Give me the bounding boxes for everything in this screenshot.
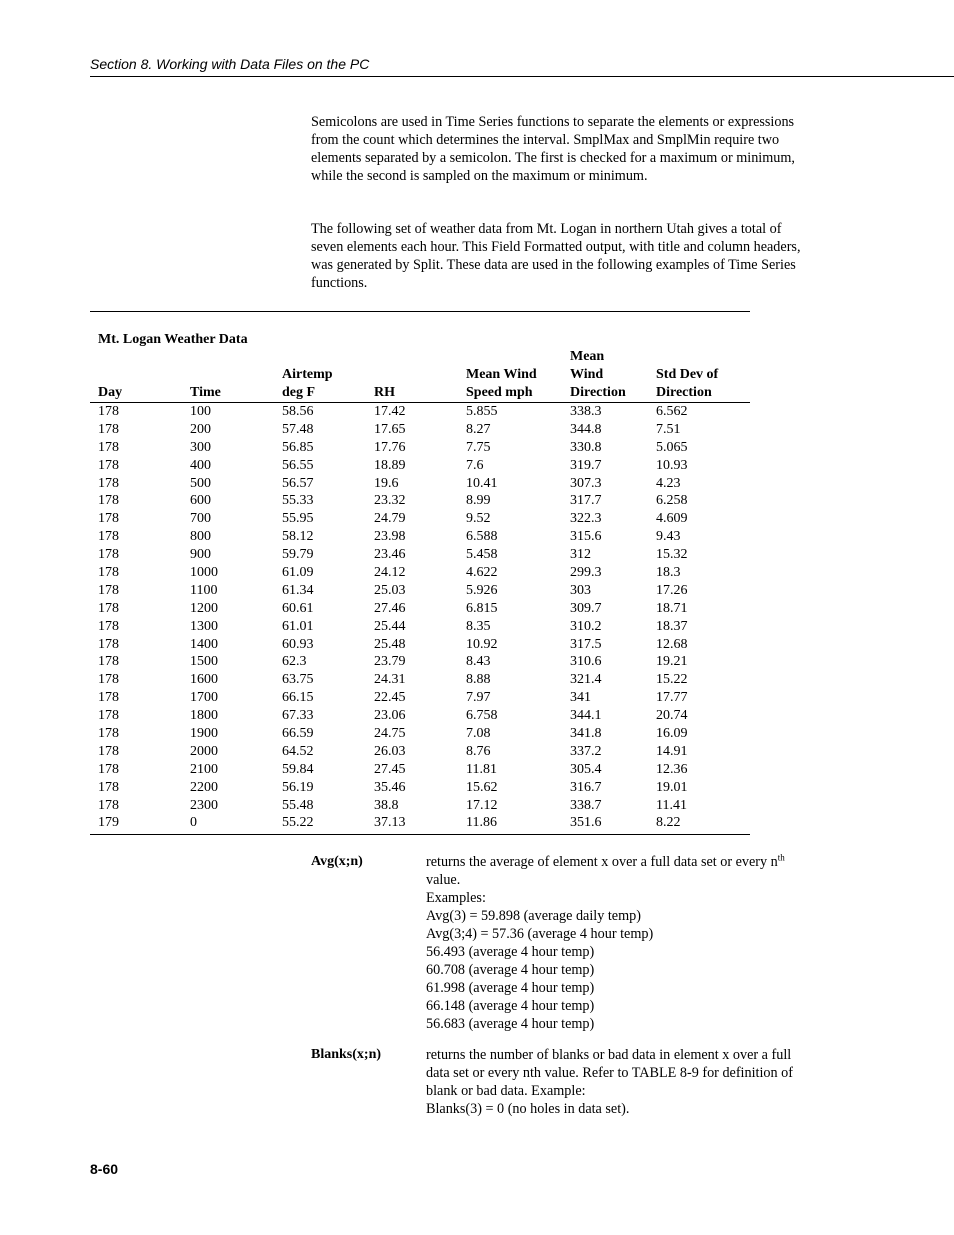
table-cell: 61.09	[282, 565, 314, 581]
table-cell: 600	[190, 493, 211, 509]
column-header-wind-direction: Mean Wind Direction	[570, 349, 626, 400]
table-row	[0, 653, 954, 671]
table-cell: 17.42	[374, 404, 406, 419]
table-cell: 178	[98, 779, 119, 795]
table-cell: 66.15	[282, 690, 314, 706]
table-cell: 2000	[190, 743, 218, 759]
table-row	[0, 492, 954, 510]
table-cell: 17.76	[374, 439, 406, 455]
table-cell: 59.84	[282, 761, 314, 777]
table-cell: 319.7	[570, 457, 602, 473]
table-cell: 20.74	[656, 708, 688, 724]
table-cell: 61.01	[282, 618, 314, 634]
table-cell: 1000	[190, 565, 218, 581]
table-cell: 400	[190, 457, 211, 473]
column-header-airtemp: Airtemp deg F	[282, 367, 333, 400]
table-cell: 15.62	[466, 779, 498, 795]
avg-example-line: 66.148 (average 4 hour temp)	[426, 998, 595, 1014]
table-cell: 330.8	[570, 439, 602, 455]
table-cell: 178	[98, 511, 119, 527]
table-cell: 58.56	[282, 404, 314, 419]
table-cell: 4.23	[656, 475, 681, 491]
column-header-rh: RH	[374, 385, 395, 400]
table-cell: 7.75	[466, 439, 491, 455]
table-row	[0, 779, 954, 797]
table-cell: 178	[98, 743, 119, 759]
table-row	[0, 797, 954, 815]
table-cell: 55.95	[282, 511, 314, 527]
table-cell: 23.32	[374, 493, 406, 509]
table-row	[0, 403, 954, 421]
table-cell: 11.86	[466, 815, 497, 831]
column-header-day: Day	[98, 385, 123, 400]
table-cell: 14.91	[656, 743, 688, 759]
table-cell: 35.46	[374, 779, 406, 795]
table-cell: 10.92	[466, 636, 498, 652]
table-row	[0, 457, 954, 475]
table-cell: 23.46	[374, 547, 406, 563]
table-cell: 178	[98, 690, 119, 706]
table-cell: 0	[190, 815, 197, 831]
avg-example-line: 56.493 (average 4 hour temp)	[426, 944, 595, 960]
table-cell: 307.3	[570, 475, 602, 491]
table-cell: 315.6	[570, 529, 602, 545]
table-cell: 178	[98, 457, 119, 473]
table-cell: 67.33	[282, 708, 314, 724]
table-cell: 56.19	[282, 779, 314, 795]
function-desc-avg	[426, 853, 811, 1033]
table-cell: 18.71	[656, 600, 688, 616]
section-title: Section 8. Working with Data Files on the PC	[90, 56, 370, 72]
table-cell: 60.93	[282, 636, 314, 652]
table-cell: 17.12	[466, 797, 498, 813]
table-cell: 5.458	[466, 547, 498, 563]
table-cell: 55.48	[282, 797, 314, 813]
table-row	[0, 421, 954, 439]
table-cell: 178	[98, 421, 119, 437]
table-cell: 178	[98, 404, 119, 419]
table-cell: 4.609	[656, 511, 688, 527]
avg-description: returns the average of element x over a full data set or every $n^{th}$ value.	[426, 852, 785, 888]
table-cell: 24.12	[374, 565, 406, 581]
function-desc-blanks	[426, 1046, 811, 1118]
column-header-time: Time	[190, 385, 221, 400]
table-row	[0, 814, 954, 832]
table-cell: 2100	[190, 761, 218, 777]
table-row	[0, 636, 954, 654]
table-cell: 24.31	[374, 672, 406, 688]
table-cell: 4.622	[466, 565, 498, 581]
table-cell: 2200	[190, 779, 218, 795]
table-cell: 12.36	[656, 761, 688, 777]
avg-example-line: Avg(3;4) = 57.36 (average 4 hour temp)	[426, 926, 654, 942]
table-cell: 312	[570, 547, 591, 563]
table-cell: 1200	[190, 600, 218, 616]
table-cell: 178	[98, 654, 119, 670]
table-row	[0, 546, 954, 564]
table-cell: 317.7	[570, 493, 602, 509]
table-cell: 321.4	[570, 672, 602, 688]
table-cell: 19.6	[374, 475, 399, 491]
table-cell: 56.55	[282, 457, 314, 473]
table-cell: 5.065	[656, 439, 688, 455]
avg-example-line: 61.998 (average 4 hour temp)	[426, 980, 595, 996]
table-cell: 17.26	[656, 582, 688, 598]
table-cell: 25.03	[374, 582, 406, 598]
table-cell: 1900	[190, 726, 218, 742]
table-cell: 178	[98, 547, 119, 563]
table-row	[0, 671, 954, 689]
table-cell: 900	[190, 547, 211, 563]
table-cell: 1300	[190, 618, 218, 634]
table-cell: 309.7	[570, 600, 602, 616]
table-cell: 500	[190, 475, 211, 491]
table-cell: 7.08	[466, 726, 491, 742]
table-cell: 100	[190, 404, 211, 419]
blanks-example-line: Blanks(3) = 0 (no holes in data set).	[426, 1101, 630, 1117]
table-title: Mt. Logan Weather Data	[98, 332, 248, 347]
table-cell: 58.12	[282, 529, 314, 545]
table-cell: 9.43	[656, 529, 681, 545]
table-cell: 322.3	[570, 511, 602, 527]
table-cell: 37.13	[374, 815, 406, 831]
table-bottom-rule	[90, 834, 750, 835]
table-row	[0, 725, 954, 743]
table-cell: 178	[98, 600, 119, 616]
page-header	[90, 56, 954, 77]
table-cell: 178	[98, 618, 119, 634]
table-cell: 18.37	[656, 618, 688, 634]
table-row	[0, 600, 954, 618]
weather-data-rows	[0, 403, 954, 832]
table-cell: 23.98	[374, 529, 406, 545]
table-cell: 178	[98, 672, 119, 688]
table-cell: 800	[190, 529, 211, 545]
function-name-avg: Avg(x;n)	[311, 854, 363, 869]
table-cell: 344.8	[570, 421, 602, 437]
table-cell: 337.2	[570, 743, 602, 759]
table-cell: 12.68	[656, 636, 688, 652]
table-cell: 8.43	[466, 654, 491, 670]
table-cell: 19.21	[656, 654, 688, 670]
function-name-blanks: Blanks(x;n)	[311, 1047, 382, 1062]
table-cell: 55.33	[282, 493, 314, 509]
table-cell: 178	[98, 565, 119, 581]
table-row	[0, 707, 954, 725]
table-row	[0, 528, 954, 546]
table-cell: 25.44	[374, 618, 406, 634]
table-row	[0, 564, 954, 582]
table-cell: 200	[190, 421, 211, 437]
table-cell: 10.41	[466, 475, 498, 491]
table-cell: 7.51	[656, 421, 681, 437]
avg-example-line: Avg(3) = 59.898 (average daily temp)	[426, 908, 641, 924]
table-cell: 317.5	[570, 636, 602, 652]
table-cell: 8.88	[466, 672, 491, 688]
table-cell: 178	[98, 726, 119, 742]
table-cell: 56.57	[282, 475, 314, 491]
table-cell: 55.22	[282, 815, 314, 831]
intro-paragraph-semicolons: Semicolons are used in Time Series functions to separate the elements or expressions from the count which determines the interval. SmplMax and SmplMin require two elements separated by a semicolon. The first is checked for a maximum or minimum, while the second is sampled on the maximum or minimum.	[311, 114, 795, 184]
column-header-wind-speed: Mean Wind Speed mph	[466, 367, 537, 400]
table-cell: 303	[570, 582, 591, 598]
table-cell: 24.75	[374, 726, 406, 742]
table-cell: 338.7	[570, 797, 602, 813]
table-cell: 7.97	[466, 690, 491, 706]
table-cell: 305.4	[570, 761, 602, 777]
table-cell: 8.22	[656, 815, 681, 831]
table-cell: 178	[98, 636, 119, 652]
table-cell: 24.79	[374, 511, 406, 527]
table-cell: 5.926	[466, 582, 498, 598]
table-cell: 9.52	[466, 511, 491, 527]
table-cell: 2300	[190, 797, 218, 813]
page-number: 8-60	[90, 1161, 119, 1177]
table-cell: 15.32	[656, 547, 688, 563]
table-cell: 27.45	[374, 761, 406, 777]
avg-example-line: 56.683 (average 4 hour temp)	[426, 1016, 595, 1032]
table-cell: 17.65	[374, 421, 406, 437]
table-cell: 60.61	[282, 600, 314, 616]
table-cell: 178	[98, 797, 119, 813]
table-cell: 700	[190, 511, 211, 527]
table-row	[0, 761, 954, 779]
table-row	[0, 510, 954, 528]
table-cell: 178	[98, 493, 119, 509]
table-cell: 6.758	[466, 708, 498, 724]
table-cell: 1800	[190, 708, 218, 724]
table-cell: 5.855	[466, 404, 498, 419]
table-row	[0, 582, 954, 600]
table-cell: 178	[98, 582, 119, 598]
table-cell: 64.52	[282, 743, 314, 759]
table-cell: 6.562	[656, 404, 688, 419]
table-cell: 6.588	[466, 529, 498, 545]
blanks-description: returns the number of blanks or bad data in element x over a full data set or every nth value. Refer to TABLE 8-9 for definition of blank or bad data. Example:	[426, 1047, 793, 1099]
table-cell: 299.3	[570, 565, 602, 581]
table-cell: 25.48	[374, 636, 406, 652]
table-top-rule	[90, 311, 750, 312]
table-cell: 8.35	[466, 618, 491, 634]
table-cell: 344.1	[570, 708, 602, 724]
table-cell: 38.8	[374, 797, 399, 813]
table-cell: 63.75	[282, 672, 314, 688]
table-cell: 351.6	[570, 815, 602, 831]
table-cell: 26.03	[374, 743, 406, 759]
table-cell: 1600	[190, 672, 218, 688]
table-cell: 8.27	[466, 421, 491, 437]
table-cell: 8.99	[466, 493, 491, 509]
table-cell: 179	[98, 815, 119, 831]
table-row	[0, 475, 954, 493]
table-cell: 59.79	[282, 547, 314, 563]
table-cell: 27.46	[374, 600, 406, 616]
table-cell: 178	[98, 761, 119, 777]
table-cell: 178	[98, 439, 119, 455]
table-row	[0, 618, 954, 636]
table-cell: 1400	[190, 636, 218, 652]
table-cell: 19.01	[656, 779, 688, 795]
table-cell: 16.09	[656, 726, 688, 742]
table-cell: 10.93	[656, 457, 688, 473]
table-cell: 338.3	[570, 404, 602, 419]
table-cell: 15.22	[656, 672, 688, 688]
avg-example-line: Examples:	[426, 890, 486, 906]
table-cell: 11.81	[466, 761, 497, 777]
table-cell: 1500	[190, 654, 218, 670]
table-cell: 22.45	[374, 690, 406, 706]
table-cell: 66.59	[282, 726, 314, 742]
table-cell: 18.3	[656, 565, 681, 581]
column-header-std-dev: Std Dev of Direction	[656, 367, 719, 400]
table-row	[0, 743, 954, 761]
table-cell: 341	[570, 690, 591, 706]
table-cell: 61.34	[282, 582, 314, 598]
table-cell: 11.41	[656, 797, 687, 813]
table-cell: 6.815	[466, 600, 498, 616]
table-cell: 178	[98, 708, 119, 724]
table-cell: 8.76	[466, 743, 491, 759]
avg-example-line: 60.708 (average 4 hour temp)	[426, 962, 595, 978]
table-cell: 17.77	[656, 690, 688, 706]
table-cell: 341.8	[570, 726, 602, 742]
table-cell: 57.48	[282, 421, 314, 437]
table-cell: 310.6	[570, 654, 602, 670]
table-cell: 18.89	[374, 457, 406, 473]
table-cell: 56.85	[282, 439, 314, 455]
intro-paragraph-weather-data: The following set of weather data from Mt. Logan in northern Utah gives a total of seven elements each hour. This Field Formatted output, with title and column headers, was generated by Split. These data are used in the following examples of Time Series functions.	[311, 221, 801, 291]
table-cell: 7.6	[466, 457, 484, 473]
table-cell: 178	[98, 475, 119, 491]
table-cell: 316.7	[570, 779, 602, 795]
table-cell: 310.2	[570, 618, 602, 634]
table-cell: 1100	[190, 582, 218, 598]
table-cell: 6.258	[656, 493, 688, 509]
table-row	[0, 439, 954, 457]
table-cell: 300	[190, 439, 211, 455]
table-cell: 23.06	[374, 708, 406, 724]
table-row	[0, 689, 954, 707]
table-cell: 62.3	[282, 654, 307, 670]
table-cell: 23.79	[374, 654, 406, 670]
table-cell: 178	[98, 529, 119, 545]
table-cell: 1700	[190, 690, 218, 706]
